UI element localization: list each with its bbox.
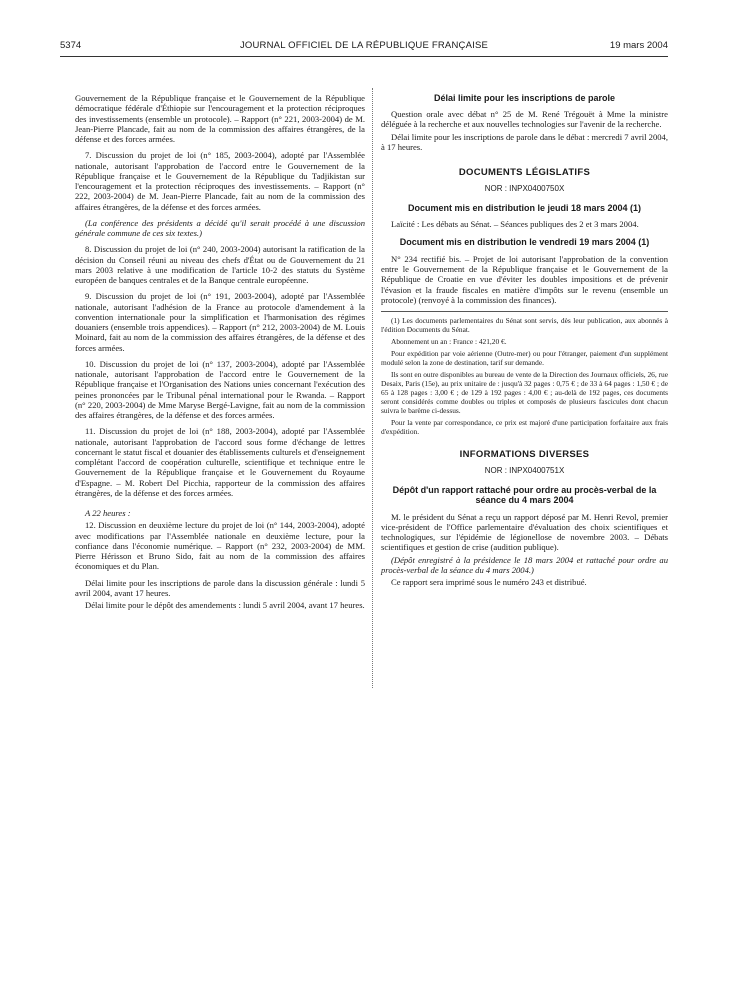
item-12: 12. Discussion en deuxième lecture du projet de loi (n° 144, 2003-2004), adopté avec modifications par l'Assemblée nationale en deuxième lecture, pour la confiance dans l'économie numérique. – Rapport (n° 232, 2003-2004) de MM. Pierre Hérisson et Bruno Sido, fait au nom de la commission des affaires économiques et du Plan. <box>75 520 365 572</box>
time-heading: A 22 heures : <box>85 508 131 518</box>
amendment-deadline: Délai limite pour le dépôt des amendements : lundi 5 avril 2004, avant 17 heures. <box>85 600 365 610</box>
speaking-deadline-title: Délai limite pour les inscriptions de parole <box>433 93 616 103</box>
document-distribution-title-2: Document mis en distribution le vendredi 19 mars 2004 (1) <box>399 237 650 248</box>
paragraph-intro: Gouvernement de la République française et le Gouvernement de la République démocratique fédérale d'Éthiopie sur l'encouragement et la protection réciproques des investissements (ensemble un protocole). – Rapport (n° 221, 2003-2004) de M. Jean-Pierre Plancade, fait au nom de la commission des affaires étrangères, de la défense et des forces armées. <box>75 93 365 144</box>
right-column <box>381 93 668 593</box>
oral-question: Question orale avec débat n° 25 de M. René Trégouët à Mme la ministre déléguée à la recherche et aux nouvelles technologies sur l'avenir de la recherche. <box>381 109 668 130</box>
item-8: 8. Discussion du projet de loi (n° 240, 2003-2004) autorisant la ratification de la décision du Conseil réuni au niveau des chefs d'État ou de Gouvernement du 21 mars 2003 relative à une modification de l'article 10-2 des statuts du Système européen de banques centrales et de la Banque centrale européenne. <box>75 244 365 285</box>
debate-deadline: Délai limite pour les inscriptions de parole dans le débat : mercredi 7 avril 2004, à 17 heures. <box>381 131 668 152</box>
report-deposit-note: (Dépôt enregistré à la présidence le 18 mars 2004 et rattaché pour ordre au procès-verbal de la séance du 4 mars 2004.) <box>381 554 668 575</box>
document-2-text: N° 234 rectifié bis. – Projet de loi autorisant l'approbation de la convention entre le Gouvernement de la République française et le Gouvernement de la République de Croatie en vue d'éviter les doubles impositions et de prévenir l'évasion et la fraude fiscales en matière d'impôts sur le revenu (ensemble un protocole) (renvoyé à la commission des finances). <box>381 253 668 305</box>
footnote-shipping: Pour expédition par voie aérienne (Outre-mer) ou pour l'étranger, paiement d'un supplément modulé selon la zone de destination, tarif sur demande. <box>381 349 668 367</box>
footnote-subscription: Abonnement un an : France : 421,20 €. <box>391 337 507 346</box>
header-rule <box>60 56 668 57</box>
issue-date: 19 mars 2004 <box>609 40 668 51</box>
nor-reference-1: NOR : INPX0400750X <box>484 184 565 194</box>
speaking-deadline: Délai limite pour les inscriptions de parole dans la discussion générale : lundi 5 avril 2004, avant 17 heures. <box>75 577 365 598</box>
page-number: 5374 <box>60 40 82 51</box>
nor-reference-2: NOR : INPX0400751X <box>484 466 565 476</box>
item-9: 9. Discussion du projet de loi (n° 191, 2003-2004), adopté par l'Assemblée nationale, autorisant l'adhésion de la France au protocole d'amendement à la convention internationale pour la simplification et l'harmonisation des régimes douaniers (ensemble trois appendices). – Rapport (n° 212, 2003-2004) de M. Louis Moinard, fait au nom de la commission des affaires étrangères, de la défense et des forces armées. <box>75 291 365 353</box>
left-column <box>75 93 365 616</box>
footnote-rule <box>381 311 668 312</box>
report-print-note: Ce rapport sera imprimé sous le numéro 243 et distribué. <box>391 577 587 587</box>
item-11: 11. Discussion du projet de loi (n° 188, 2003-2004), adopté par l'Assemblée nationale, autorisant l'approbation de l'accord sous forme d'échange de lettres concernant le statut fiscal et douanier des établissements culturels et d'enseignement complétant l'accord de coopération culturelle, scientifique et technique entre le Gouvernement de la République française et le Gouvernement du Royaume d'Espagne. – M. Robert Del Picchia, rapporteur de la commission des affaires étrangères, de la défense et des forces armées. <box>75 426 365 498</box>
conference-note: (La conférence des présidents a décidé qu'il serait procédé à une discussion générale commune de ces six textes.) <box>75 217 365 238</box>
report-deposit-text: M. le président du Sénat a reçu un rapport déposé par M. Henri Revol, premier vice-président de l'Office parlementaire d'évaluation des choix scientifiques et technologiques, sur l'épidémie de légionellose de novembre 2003. – Débats scientifiques et gestion de crise (audition publique). <box>381 511 668 553</box>
section-documents-legislatifs: DOCUMENTS LÉGISLATIFS <box>458 167 591 178</box>
page-header <box>60 40 668 54</box>
footnotes <box>381 316 668 436</box>
column-separator <box>372 88 373 688</box>
document-distribution-title-1: Document mis en distribution le jeudi 18 mars 2004 (1) <box>407 202 642 213</box>
document-1-text: Laïcité : Les débats au Sénat. – Séances publiques des 2 et 3 mars 2004. <box>391 219 639 229</box>
footnote-1: (1) Les documents parlementaires du Sénat sont servis, dès leur publication, aux abonnés à l'édition Documents du Sénat. <box>381 316 668 334</box>
report-deposit-title: Dépôt d'un rapport rattaché pour ordre au procès-verbal de la séance du 4 mars 2004 <box>392 484 657 505</box>
item-10: 10. Discussion du projet de loi (n° 137, 2003-2004), adopté par l'Assemblée nationale, autorisant l'approbation de l'accord entre le Gouvernement de la République française et l'Organisation des Nations unies concernant l'exécution des peines prononcées par le Tribunal pénal international pour le Rwanda. – Rapport (n° 220, 2003-2004) de Mme Maryse Bergé-Lavigne, fait au nom de la commission des affaires étrangères, de la défense et des forces armées. <box>75 358 365 420</box>
journal-title: JOURNAL OFFICIEL DE LA RÉPUBLIQUE FRANÇAISE <box>239 40 489 51</box>
footnote-mail-order: Pour la vente par correspondance, ce prix est majoré d'une participation forfaitaire aux frais d'expédition. <box>381 418 668 436</box>
section-informations-diverses: INFORMATIONS DIVERSES <box>459 449 590 460</box>
footnote-prices: Ils sont en outre disponibles au bureau de vente de la Direction des Journaux officiels, 26, rue Desaix, Paris (15e), au prix unitaire de : jusqu'à 32 pages : 0,75 € ; de 33 à 64 pages : 1,50 € ; de 65 à 128 pages : 3,00 € ; de 129 à 192 pages : 4,00 € ; au-delà de 192 pages, ces documents seront considérés comme doubles ou triples et composés de plusieurs fascicules dont chacun suivra le barème ci-dessus. <box>381 370 668 415</box>
item-7: 7. Discussion du projet de loi (n° 185, 2003-2004), adopté par l'Assemblée nationale, autorisant l'approbation de l'accord entre le Gouvernement de la République française et le Gouvernement de la République du Tadjikistan sur l'encouragement et la protection réciproques des investissements. – Rapport (n° 222, 2003-2004) de M. Jean-Pierre Plancade, fait au nom de la commission des affaires étrangères, de la défense et des forces armées. <box>75 150 365 212</box>
